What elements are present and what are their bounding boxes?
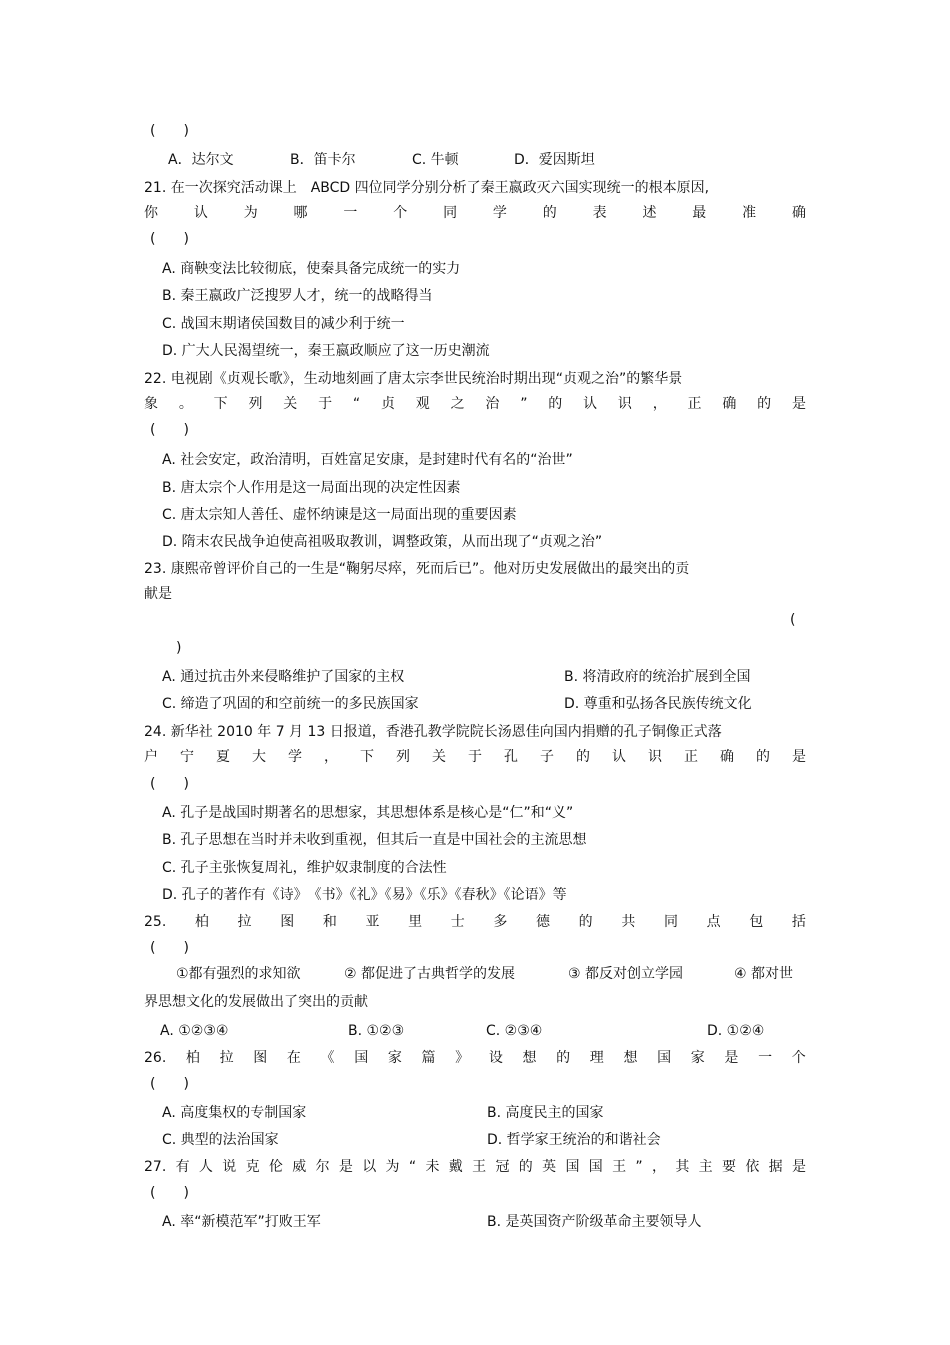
stem-char: 篇 [421, 1050, 436, 1066]
stem-char: 英 [542, 1159, 557, 1175]
stem-char: 夏 [216, 749, 230, 765]
stem-char: 说 [222, 1159, 237, 1175]
stem-char: 认 [193, 205, 208, 221]
answer-paren: ( ) [150, 1185, 189, 1201]
stem-char: 国 [354, 1050, 369, 1066]
stem-char: 一 [758, 1050, 773, 1066]
stem-char: 是 [792, 749, 806, 765]
stem-char: 理 [589, 1050, 604, 1066]
stem-char: 表 [592, 205, 607, 221]
stem-char: 一 [343, 205, 358, 221]
answer-paren: ( ) [150, 776, 189, 792]
stem-char: 子 [540, 749, 554, 765]
stem-char: 想 [522, 1050, 537, 1066]
answer-paren: ( ) [150, 231, 189, 247]
stem-char: 于 [468, 749, 482, 765]
stem-char: 识 [617, 396, 632, 412]
answer-paren: ( ) [150, 422, 189, 438]
option-b: B. ①②③ [348, 1023, 405, 1039]
stem-char: 柏 [185, 1050, 200, 1066]
stem-char: 列 [396, 749, 410, 765]
stem-char: 确 [791, 205, 806, 221]
stem-char: 26. [144, 1050, 167, 1066]
stem-char: 其 [675, 1159, 690, 1175]
stem-char: 为 [243, 205, 258, 221]
stem-char: 设 [488, 1050, 503, 1066]
option-a: A. 社会安定，政治清明，百姓富足安康，是封建时代有名的“治世” [162, 452, 573, 468]
stem-char: 象 [144, 396, 158, 412]
stem-char: 为 [385, 1159, 400, 1175]
option-d: D. ①②④ [707, 1023, 765, 1039]
answer-paren: ( ) [150, 123, 189, 139]
stem-char: 伦 [268, 1159, 283, 1175]
answer-paren: ( ) [150, 1076, 189, 1092]
option-b: B. 秦王嬴政广泛搜罗人才，统一的战略得当 [162, 288, 433, 304]
stem-char: 观 [415, 396, 430, 412]
option-a: A. ①②③④ [160, 1023, 229, 1039]
stem-char: 学 [288, 749, 302, 765]
option-c: C. ②③④ [486, 1023, 543, 1039]
stem-char: 认 [612, 749, 626, 765]
stem-char: 识 [648, 749, 662, 765]
stem-char: 主 [698, 1159, 713, 1175]
option-a: A. 通过抗击外来侵略维护了国家的主权 [162, 669, 405, 685]
stem-char: ， [324, 749, 338, 765]
stem-char: 家 [690, 1050, 705, 1066]
stem-char: ， [652, 396, 667, 412]
stem-char: 戴 [448, 1159, 463, 1175]
stem-char: 的 [548, 396, 563, 412]
stem-char: 威 [292, 1159, 307, 1175]
stem-char: 王 [472, 1159, 487, 1175]
stem-char: 27. [144, 1159, 167, 1175]
stem-char: “ [408, 1159, 417, 1175]
answer-paren-open: ( [790, 612, 796, 628]
stem-char: 下 [360, 749, 374, 765]
stem-char: 关 [432, 749, 446, 765]
stem-char: 》 [455, 1050, 470, 1066]
question-23-stem-line2: 献是 [144, 586, 172, 602]
stem-char: 尔 [315, 1159, 330, 1175]
option-a: A. 率“新模范军”打败王军 [162, 1214, 321, 1230]
option-a: A. 高度集权的专制国家 [162, 1105, 307, 1121]
option-d: D. 尊重和弘扬各民族传统文化 [564, 696, 752, 712]
stem-char: 户 [144, 749, 158, 765]
question-24-stem: 24. 新华社 2010 年 7 月 13 日报道，香港孔教学院院长汤恩佳向国内捐赠的孔子铜像正式落 [144, 724, 722, 740]
stem-char: 图 [280, 914, 295, 930]
stem-char: 人 [198, 1159, 213, 1175]
stem-char: 的 [518, 1159, 533, 1175]
stem-char: 共 [621, 914, 636, 930]
stem-char: 的 [542, 205, 557, 221]
stem-char: 国 [588, 1159, 603, 1175]
stem-char: 点 [706, 914, 721, 930]
answer-paren: ( ) [150, 940, 189, 956]
stem-char: 的 [576, 749, 590, 765]
stem-char: 贞 [380, 396, 395, 412]
option-b: B. 唐太宗个人作用是这一局面出现的决定性因素 [162, 480, 461, 496]
option-d: D. 广大人民渴望统一，秦王嬴政顺应了这一历史潮流 [162, 343, 490, 359]
stem-char: 拉 [237, 914, 252, 930]
option-a: A. 商鞅变法比较彻底，使秦具备完成统一的实力 [162, 261, 461, 277]
stem-char: 国 [657, 1050, 672, 1066]
question-22-stem: 22. 电视剧《贞观长歌》，生动地刻画了唐太宗李世民统治时期出现“贞观之治”的繁华景 [144, 371, 683, 387]
stem-char: 依 [745, 1159, 760, 1175]
stem-char: 的 [578, 914, 593, 930]
stem-char: 的 [756, 749, 770, 765]
stem-char: 确 [722, 396, 737, 412]
stem-char: 同 [443, 205, 458, 221]
stem-char: 于 [318, 396, 333, 412]
question-25-stem [144, 913, 806, 931]
statement-2: ② 都促进了古典哲学的发展 [344, 966, 516, 982]
stem-char: 确 [720, 749, 734, 765]
stem-char: ” [520, 396, 528, 412]
option-c: C. 战国末期诸侯国数目的减少利于统一 [162, 316, 405, 332]
option-a: A．达尔文 [168, 152, 234, 168]
question-21-stem-line2 [144, 204, 806, 222]
stem-char: 柏 [194, 914, 209, 930]
statement-4: ④ 都对世 [734, 966, 794, 982]
option-c: C. 孔子主张恢复周礼，维护奴隶制度的合法性 [162, 860, 447, 876]
stem-char: 冠 [495, 1159, 510, 1175]
stem-char: 家 [387, 1050, 402, 1066]
stem-char: 个 [791, 1050, 806, 1066]
stem-char: 关 [283, 396, 298, 412]
stem-char: 认 [583, 396, 598, 412]
stem-char: 国 [565, 1159, 580, 1175]
stem-char: 以 [362, 1159, 377, 1175]
stem-char: 宁 [180, 749, 194, 765]
stem-char: 王 [612, 1159, 627, 1175]
stem-char: 是 [791, 396, 806, 412]
stem-char: 下 [213, 396, 228, 412]
question-26-stem [144, 1049, 806, 1067]
option-d: D. 隋末农民战争迫使高祖吸取教训，调整政策，从而出现了“贞观之治” [162, 534, 603, 550]
stem-char: 正 [687, 396, 702, 412]
option-c: C. 缔造了巩固的和空前统一的多民族国家 [162, 696, 419, 712]
statement-3: ③ 都反对创立学园 [568, 966, 684, 982]
stem-char: 你 [144, 205, 158, 221]
stem-char: 据 [768, 1159, 783, 1175]
question-23-stem: 23. 康熙帝曾评价自己的一生是“鞠躬尽瘁，死而后已”。他对历史发展做出的最突出的贡 [144, 561, 690, 577]
stem-char: 正 [684, 749, 698, 765]
stem-char: 有 [175, 1159, 190, 1175]
stem-char: 要 [722, 1159, 736, 1175]
stem-char: 和 [322, 914, 337, 930]
option-a: A. 孔子是战国时期著名的思想家，其思想体系是核心是“仁”和“义” [162, 805, 574, 821]
answer-paren-close: ) [176, 640, 182, 656]
statement-1: ①都有强烈的求知欲 [176, 966, 301, 982]
stem-char: 是 [791, 1159, 806, 1175]
stem-char: 个 [393, 205, 408, 221]
option-b: B．笛卡尔 [290, 152, 356, 168]
stem-char: 孔 [504, 749, 518, 765]
stem-char: 最 [692, 205, 707, 221]
option-c: C. 牛顿 [412, 152, 459, 168]
stem-char: 《 [320, 1050, 335, 1066]
stem-char: 之 [450, 396, 465, 412]
stem-char: 同 [663, 914, 678, 930]
stem-char: 。 [178, 396, 193, 412]
stem-char: 亚 [365, 914, 380, 930]
stem-char: 多 [493, 914, 508, 930]
stem-char: 大 [252, 749, 266, 765]
statement-continuation: 界思想文化的发展做出了突出的贡献 [144, 994, 368, 1010]
stem-char: 括 [791, 914, 806, 930]
stem-char: 未 [425, 1159, 440, 1175]
stem-char: 包 [749, 914, 764, 930]
stem-char: 述 [642, 205, 657, 221]
stem-char: 图 [253, 1050, 268, 1066]
stem-char: 德 [536, 914, 551, 930]
stem-char: 克 [245, 1159, 260, 1175]
option-c: C. 典型的法治国家 [162, 1132, 279, 1148]
stem-char: “ [352, 396, 361, 412]
stem-char: 拉 [219, 1050, 234, 1066]
option-c: C. 唐太宗知人善任、虚怀纳谏是这一局面出现的重要因素 [162, 507, 517, 523]
stem-char: 治 [485, 396, 500, 412]
question-21-stem: 21. 在一次探究活动课上 ABCD 四位同学分别分析了秦王嬴政灭六国实现统一的根本原因, [144, 180, 710, 196]
stem-char: 想 [623, 1050, 638, 1066]
stem-char: ” [635, 1159, 643, 1175]
stem-char: 准 [742, 205, 757, 221]
question-22-stem-line2 [144, 395, 806, 413]
stem-char: 的 [556, 1050, 571, 1066]
stem-char: 哪 [293, 205, 308, 221]
option-d: D. 哲学家王统治的和谐社会 [487, 1132, 661, 1148]
option-b: B. 将清政府的统治扩展到全国 [564, 669, 751, 685]
stem-char: 里 [408, 914, 423, 930]
option-b: B. 孔子思想在当时并未收到重视，但其后一直是中国社会的主流思想 [162, 832, 587, 848]
stem-char: 的 [757, 396, 772, 412]
stem-char: ， [652, 1159, 667, 1175]
stem-char: 学 [492, 205, 507, 221]
stem-char: 是 [724, 1050, 739, 1066]
option-d: D. 孔子的著作有《诗》 《书》《礼》《易》《乐》《春秋》《论语》等 [162, 887, 567, 903]
option-b: B. 高度民主的国家 [487, 1105, 604, 1121]
stem-char: 是 [338, 1159, 353, 1175]
question-27-stem [144, 1158, 806, 1176]
option-b: B. 是英国资产阶级革命主要领导人 [487, 1214, 702, 1230]
question-24-stem-line2 [144, 748, 806, 766]
option-d: D．爱因斯坦 [514, 152, 595, 168]
stem-char: 25. [144, 914, 167, 930]
stem-char: 士 [450, 914, 465, 930]
stem-char: 列 [248, 396, 263, 412]
stem-char: 在 [286, 1050, 301, 1066]
